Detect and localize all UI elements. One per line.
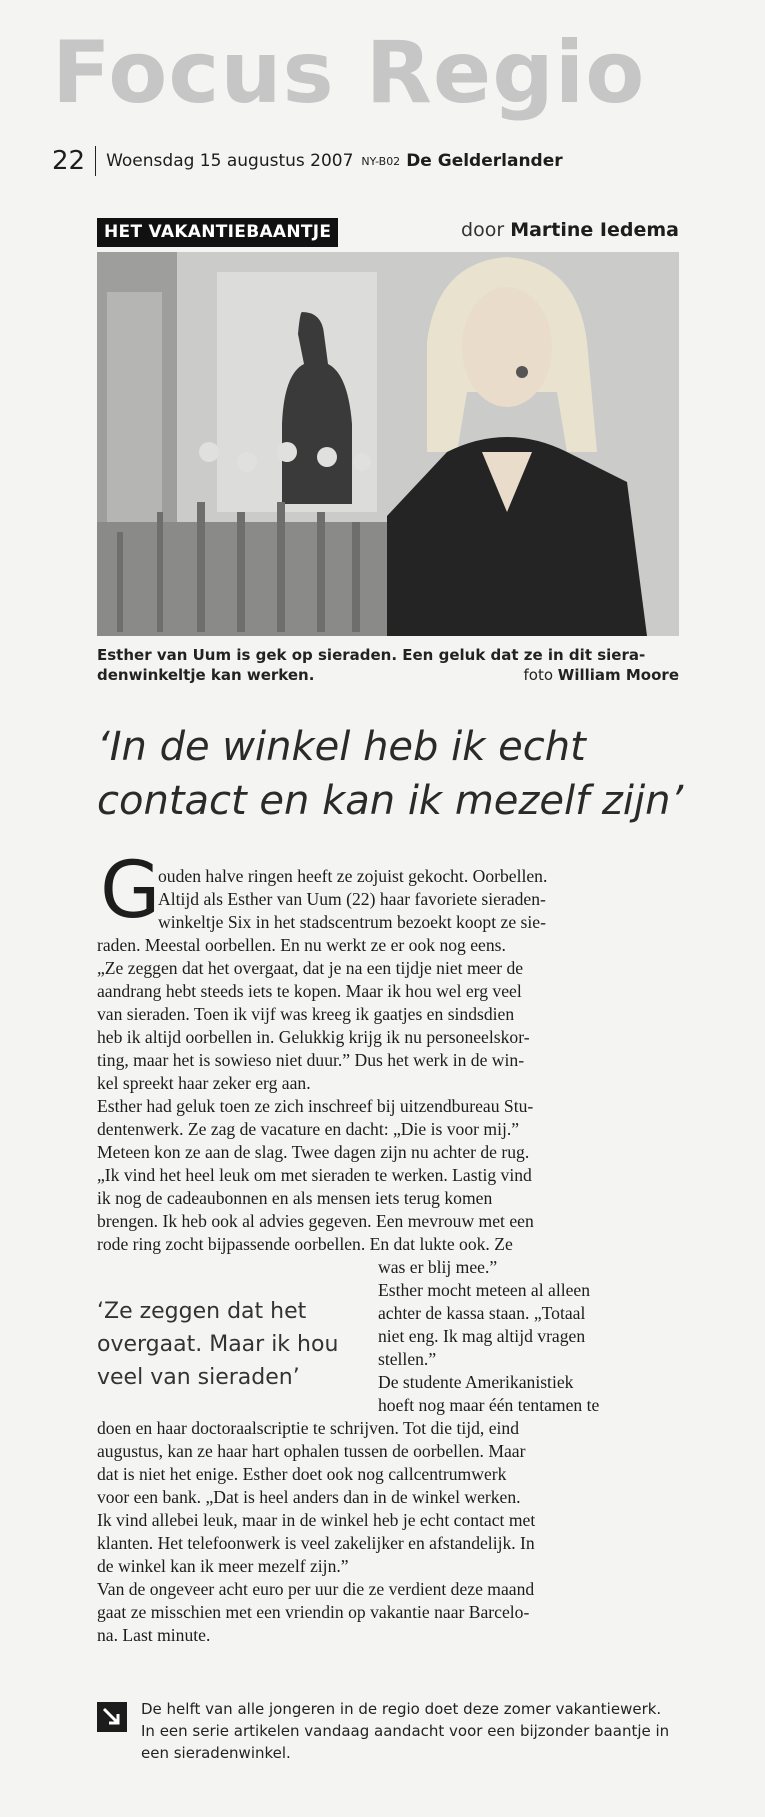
body-line: dentenwerk. Ze zag de vacature en dacht: „Die is voor mij.”: [97, 1119, 520, 1139]
body-line: raden. Meestal oorbellen. En nu werkt ze er ook nog eens.: [97, 935, 506, 955]
body-line: „Ze zeggen dat het overgaat, dat je na een tijdje niet meer de: [97, 958, 524, 978]
body-line: Esther mocht meteen al alleen: [378, 1280, 591, 1300]
pull-quote-line: veel van sieraden’: [97, 1365, 300, 1390]
photo-illustration: [97, 252, 679, 636]
body-line: hoeft nog maar één tentamen te: [378, 1395, 600, 1415]
body-line: ting, maar het is sowieso niet duur.” Dus het werk in de win-: [97, 1050, 525, 1070]
footer-note-line: In een serie artikelen vandaag aandacht voor een bijzonder baantje in: [141, 1722, 670, 1740]
pull-quote-line: ‘Ze zeggen dat het: [97, 1299, 307, 1324]
body-line: ik nog de cadeaubonnen en als mensen iets terug komen: [97, 1188, 493, 1208]
caption-line: Esther van Uum is gek op sieraden. Een geluk dat ze in dit siera-: [97, 646, 646, 664]
body-line: dat is niet het enige. Esther doet ook nog callcentrumwerk: [97, 1464, 507, 1484]
photo-credit-prefix: foto: [523, 666, 554, 684]
pull-quote: [97, 1295, 367, 1394]
article-photo: [97, 252, 679, 636]
body-line: Esther had geluk toen ze zich inschreef bij uitzendbureau Stu-: [97, 1096, 534, 1116]
headline: [97, 720, 697, 828]
body-line: niet eng. Ik mag altijd vragen: [378, 1326, 586, 1346]
body-line: brengen. Ik heb ook al advies gegeven. Een mevrouw met een: [97, 1211, 534, 1231]
body-line: achter de kassa staan. „Totaal: [378, 1303, 586, 1323]
byline: [461, 219, 679, 241]
body-line: „Ik vind het heel leuk om met sieraden te werken. Lastig vind: [97, 1165, 532, 1185]
section-title: Focus Regio: [52, 23, 646, 123]
body-line: doen en haar doctoraalscriptie te schrijven. Tot die tijd, eind: [97, 1418, 520, 1438]
newspaper-name: De Gelderlander: [406, 151, 563, 171]
body-line: winkeltje Six in het stadscentrum bezoekt koopt ze sie-: [158, 912, 546, 932]
page-number: 22: [52, 146, 86, 176]
footer-note-line: een sieradenwinkel.: [141, 1744, 291, 1762]
body-line: van sieraden. Toen ik vijf was kreeg ik gaatjes en sindsdien: [97, 1004, 515, 1024]
body-line: De studente Amerikanistiek: [378, 1372, 574, 1392]
body-line: kel spreekt haar zeker erg aan.: [97, 1073, 311, 1093]
body-line: Van de ongeveer acht euro per uur die ze verdient deze maand: [97, 1579, 535, 1599]
body-line: stellen.”: [378, 1349, 437, 1369]
edition-code: NY-B02: [361, 154, 401, 168]
body-line: de winkel kan ik meer mezelf zijn.”: [97, 1556, 349, 1576]
body-line: gaat ze misschien met een vriendin op vakantie naar Barcelo-: [97, 1602, 530, 1622]
photographer-name: William Moore: [557, 666, 679, 684]
body-line: rode ring zocht bijpassende oorbellen. En dat lukte ook. Ze: [97, 1234, 513, 1254]
body-line: Ik vind allebei leuk, maar in de winkel heb je echt contact met: [97, 1510, 536, 1530]
body-line: was er blij mee.”: [378, 1257, 498, 1277]
headline-line: ‘In de winkel heb ik echt: [97, 724, 586, 770]
body-line: voor een bank. „Dat is heel anders dan in de winkel werken.: [97, 1487, 521, 1507]
photo-caption: [97, 645, 679, 685]
series-kicker: HET VAKANTIEBAANTJE: [97, 218, 338, 247]
dateline: [52, 146, 563, 176]
series-footer-note: [97, 1698, 687, 1764]
headline-line: contact en kan ik mezelf zijn’: [97, 778, 684, 824]
body-line: Altijd als Esther van Uum (22) haar favoriete sieraden-: [158, 889, 546, 909]
caption-line: denwinkeltje kan werken.: [97, 666, 315, 684]
body-line: ouden halve ringen heeft ze zojuist gekocht. Oorbellen.: [158, 866, 548, 886]
footer-note-line: De helft van alle jongeren in de regio doet deze zomer vakantiewerk.: [141, 1700, 662, 1718]
author-name: Martine Iedema: [510, 219, 679, 241]
body-line: na. Last minute.: [97, 1625, 211, 1645]
footer-note-text: [141, 1698, 687, 1764]
dateline-divider: [95, 146, 96, 176]
photo-credit: [523, 665, 679, 685]
arrow-icon: [97, 1702, 127, 1732]
body-line: klanten. Het telefoonwerk is veel zakelijker en afstandelijk. In: [97, 1533, 535, 1553]
body-line: heb ik altijd oorbellen in. Gelukkig krijg ik nu personeelskor-: [97, 1027, 530, 1047]
body-line: aandrang hebt steeds iets te kopen. Maar ik hou wel erg veel: [97, 981, 522, 1001]
drop-cap: G: [100, 846, 161, 936]
byline-prefix: door: [461, 219, 505, 241]
pull-quote-line: overgaat. Maar ik hou: [97, 1332, 339, 1357]
issue-date: Woensdag 15 augustus 2007: [106, 151, 354, 171]
body-line: Meteen kon ze aan de slag. Twee dagen zijn nu achter de rug.: [97, 1142, 530, 1162]
body-line: augustus, kan ze haar hart ophalen tussen de oorbellen. Maar: [97, 1441, 526, 1461]
